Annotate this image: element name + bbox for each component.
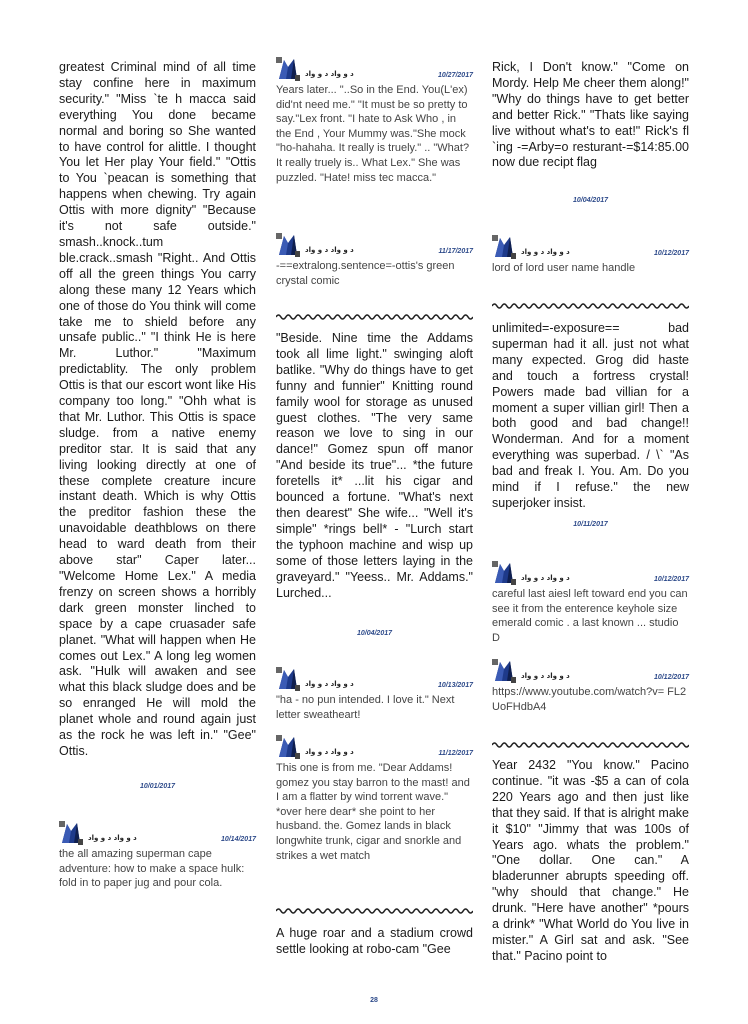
section-divider [276, 907, 473, 915]
col3-story1-text: Rick, I Don't know." "Come on Mordy. Help Me cheer them along!" "Why do things have to get better and better Rick." "Thats like saying live without what's to eat!" Rick's fl `ing -=Arby=o resturant-=$14:85.00 now due recipt flag [492, 60, 689, 170]
user-avatar-icon[interactable] [276, 233, 300, 257]
comment-date: 10/14/2017 [220, 836, 256, 843]
comment-link[interactable]: https://www.youtube.com/watch?v= FL2UoFHdbA4 [492, 686, 687, 713]
comment [59, 821, 256, 891]
comment-date: 10/12/2017 [653, 674, 689, 681]
comment-text: "ha - no pun intended. I love it." Next letter sweatheart! [276, 694, 455, 721]
comment-date: 10/12/2017 [653, 576, 689, 583]
comment-text: lord of lord user name handle [492, 262, 636, 274]
user-avatar-icon[interactable] [492, 235, 516, 259]
col3-story3-text: Year 2432 "You know." Pacino continue. "it was -$5 a can of cola 220 Years ago and then just like that they said. If that is alright make it $10" "Jimmy that was 100s of Years ago. whats the problem." "One dollar. One can." A bladerunner abrupts speeding off. "why should that change." He drunk. "Here have another" *pours a drink* "What World do You live in mister." A Girl sat and ask. "See that." Pacino point to [492, 758, 689, 963]
username[interactable]: د و واد د و واد [305, 246, 354, 254]
comment-date: 10/12/2017 [653, 250, 689, 257]
comment [492, 235, 689, 276]
comment [276, 233, 473, 288]
comment-text: Years later... "..So in the End. You(L'ex) did'nt need me." "It must be so pretty to say."Lex front. "I hate to Ask Who , in the End , Your Mummy was."She mock "ho-hahaha. It really is truely." .. "What? It really truely is.. What Lex." She was puzzled. "Hate! miss tec macca." [276, 84, 470, 184]
username[interactable]: د و واد د و واد [305, 748, 354, 756]
user-avatar-icon[interactable] [492, 659, 516, 683]
comment [276, 667, 473, 722]
username[interactable]: د و واد د و واد [305, 680, 354, 688]
comment-text: This one is from me. "Dear Addams! gomez you stay barron to the mast! and I am a flatter by wind torrent wave." *over here dear* she point to her husband. the. Gomez lands in black longwhite trunk, cigar and snorkle and strikes a wet match [276, 762, 470, 862]
user-avatar-icon[interactable] [492, 561, 516, 585]
col2-story-text: "Beside. Nine time the Addams took all lime light." swinging aloft batlike. "Why do things have to get funny and funnier" Knitting round family wool for storage as unused guest clothes. "The very same reason we love to sing in our dance!" Gomez spun off manor "And beside its true"... *the future foretells it* ...lit his cigar and bounced a fortune. "What's next then dearest" She wife... "Well it's simple" *rings bell* - "Lurch start the typhoon machine and wisp up some of those letters laying in the graveyard." "Yeess.. Mr. Addams." Lurched... [276, 331, 473, 600]
col3-story2-text: unlimited=-exposure== bad superman had it all. just not what many expected. Grog did haste and touch a fortress crystal! Powers made bad villian for a moment a super villian girl! Then a both good and bad change!! Wonderman. And for a moment everything was superbad. / \` "As bad and freak I. You. Am. Do you mind if I refuse." the new superjoker insist. [492, 321, 689, 510]
col2-story2-text: A huge roar and a stadium crowd settle looking at robo-cam "Gee [276, 926, 473, 956]
user-avatar-icon[interactable] [276, 735, 300, 759]
comment [276, 735, 473, 863]
username[interactable]: د و واد د و واد [521, 574, 570, 582]
col3-story1-date: 10/04/2017 [572, 197, 609, 204]
user-avatar-icon[interactable] [59, 821, 83, 845]
user-avatar-icon[interactable] [276, 57, 300, 81]
comment [276, 57, 473, 185]
comment [492, 659, 689, 714]
col1-story-date: 10/01/2017 [139, 783, 176, 790]
section-divider [276, 313, 473, 321]
col2-story-date: 10/04/2017 [356, 630, 393, 637]
comment-date: 11/17/2017 [438, 248, 473, 255]
comment-text: the all amazing superman cape adventure: how to make a space hulk: fold in to paper jug and pour cola. [59, 848, 245, 890]
section-divider [492, 302, 689, 310]
comment [492, 561, 689, 645]
username[interactable]: د و واد د و واد [521, 248, 570, 256]
user-avatar-icon[interactable] [276, 667, 300, 691]
comment-text: -==extralong.sentence=-ottis's green crystal comic [276, 260, 455, 287]
comment-date: 10/13/2017 [437, 682, 473, 689]
username[interactable]: د و واد د و واد [305, 70, 354, 78]
col1-story-text: greatest Criminal mind of all time stay confine here in maximum security." "Miss `te h macca said everything You done became normal and boring so She wanted to have control for alittle. I thought You let Her play Your field." "Ottis to You `peacan is something that happens when chewing. Try again Ottis with more dignity" "Because it's not safe outside." smash..knock..tum ble.crack..smash "Right.. And Ottis off all the green things You carry along these many 12 Years which one of those do You think will come take me to shield before any unsafe public.." "I think He is here Mr. Luthor." "Maximum predictablity. The only problem Ottis is that our escort wont like His company too long." "Ohh what is that Mr. Luthor. This Ottis is space sludge. from a native enemy preditor star. It is said that any living looking directly at one of these complete creature incure instant death. Which is why Ottis the preditor fashion these the unavoidable deathblows on there head to ward death from their above star" Caper later... "Welcome Home Lex." A media frenzy on screen shows a horribly dark green monster linched to space by a cape cruasader safe planet. "What will happen when He comes out Lex." A long leg women ask. "Hulk will awaken and see what this black sludge does and be so enranged He will mold the planet whole and round again just as the rock he was left in." "Gee" Ottis. [59, 60, 256, 758]
page-number: 28 [370, 997, 378, 1004]
comment-date: 10/27/2017 [437, 72, 473, 79]
username[interactable]: د و واد د و واد [88, 834, 137, 842]
comment-text: careful last aiesl left toward end you can see it from the enterence keyhole size emerald comic . a last known ... studio D [492, 588, 688, 644]
username[interactable]: د و واد د و واد [521, 672, 570, 680]
comment-date: 11/12/2017 [438, 750, 473, 757]
section-divider [492, 741, 689, 749]
col3-story2-date: 10/11/2017 [573, 521, 608, 528]
